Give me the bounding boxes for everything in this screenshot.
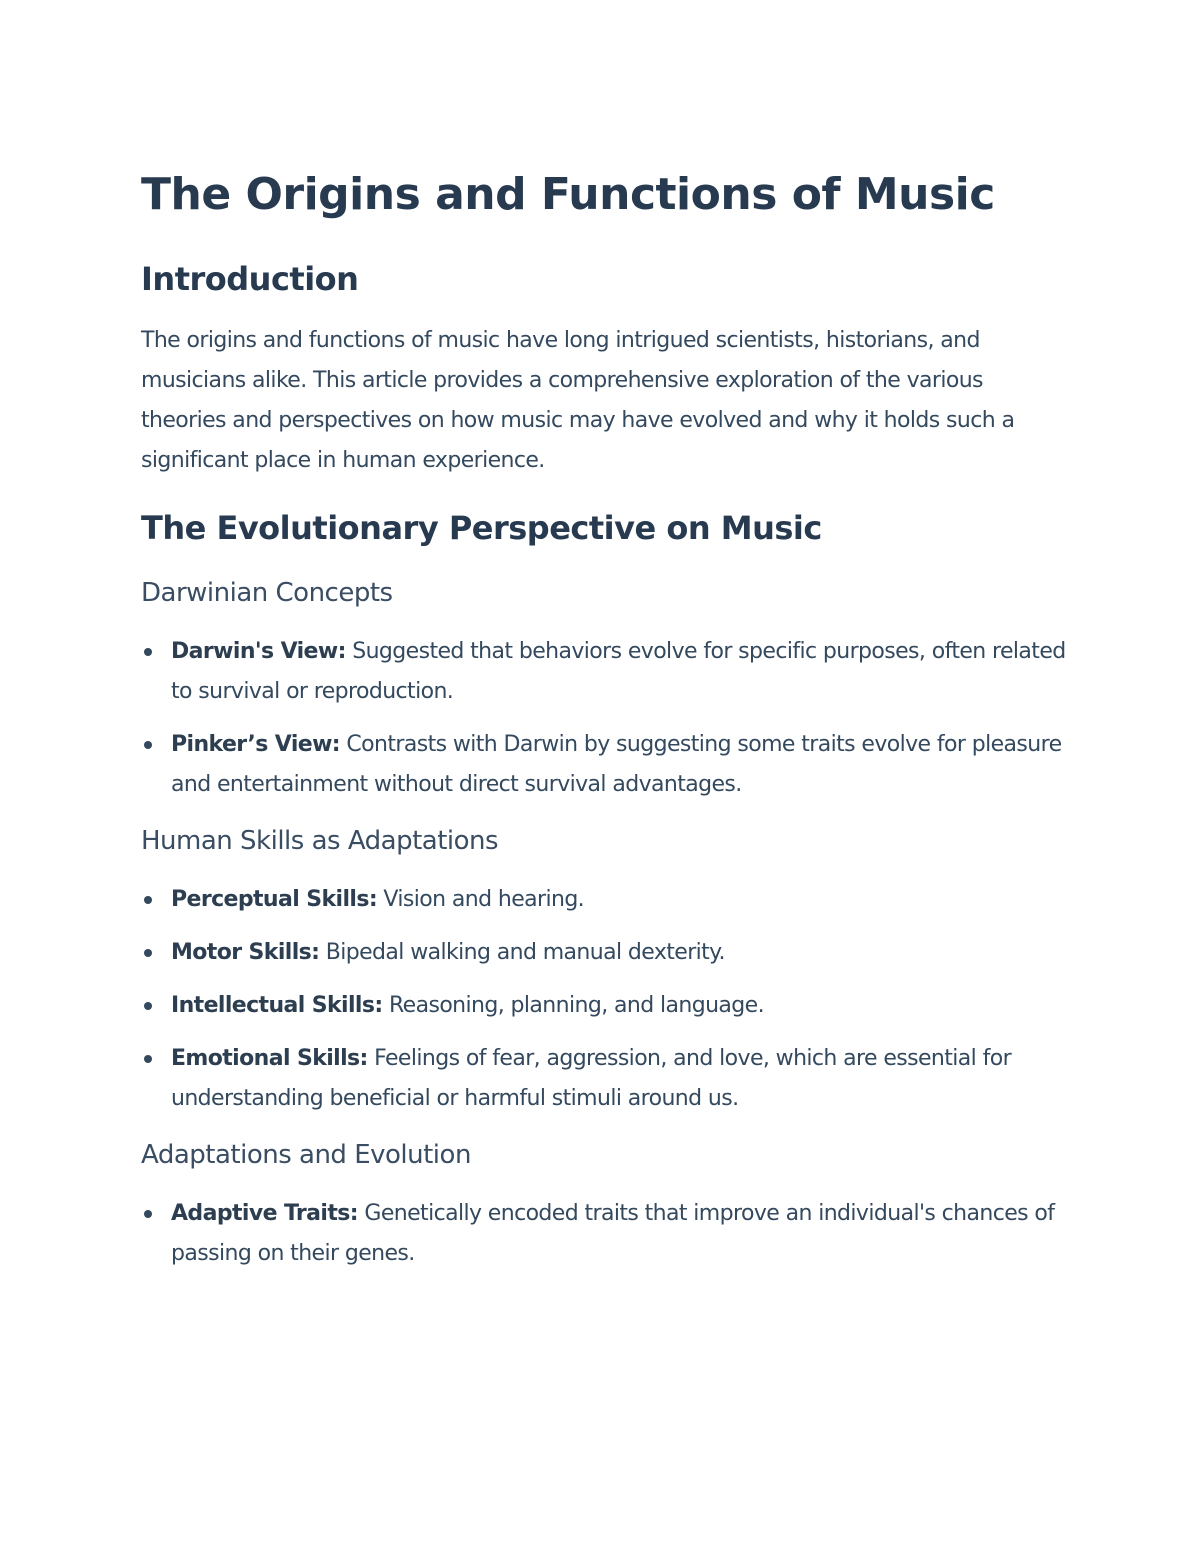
introduction-heading: Introduction <box>141 260 359 298</box>
human-skills-heading: Human Skills as Adaptations <box>141 826 499 856</box>
list-item-text: Genetically encoded traits that improve an individual's chances of passing on their genes. <box>171 1201 1055 1266</box>
document-page <box>141 160 1071 1274</box>
list-item-term: Perceptual Skills: <box>171 887 378 912</box>
list-item-term: Adaptive Traits: <box>171 1201 358 1226</box>
bullet-icon <box>144 1002 152 1010</box>
list-item <box>141 1039 1071 1119</box>
bullet-icon <box>144 949 152 957</box>
introduction-paragraph: The origins and functions of music have long intrigued scientists, historians, and musicians alike. This article provides a comprehensive exploration of the various theories and perspectives on how music may have evolved and why it holds such a significant place in human experience. <box>141 328 1015 473</box>
list-item-term: Darwin's View: <box>171 639 346 664</box>
bullet-icon <box>144 896 152 904</box>
list-item-text: Reasoning, planning, and language. <box>382 993 764 1018</box>
bullet-icon <box>144 648 152 656</box>
darwinian-concepts-list <box>141 632 1071 805</box>
darwinian-concepts-heading: Darwinian Concepts <box>141 578 393 608</box>
evolutionary-perspective-heading: The Evolutionary Perspective on Music <box>141 509 822 547</box>
adaptations-evolution-heading: Adaptations and Evolution <box>141 1140 471 1170</box>
bullet-icon <box>144 1210 152 1218</box>
list-item <box>141 725 1071 805</box>
list-item <box>141 632 1071 712</box>
list-item <box>141 1194 1071 1274</box>
list-item-text: Vision and hearing. <box>377 887 585 912</box>
list-item <box>141 933 1071 973</box>
list-item-text: Contrasts with Darwin by suggesting some traits evolve for pleasure and entertainment without direct survival advantages. <box>171 732 1062 797</box>
list-item-text: Suggested that behaviors evolve for specific purposes, often related to survival or reproduction. <box>171 639 1066 704</box>
list-item <box>141 880 1071 920</box>
list-item-term: Emotional Skills: <box>171 1046 368 1071</box>
list-item-term: Motor Skills: <box>171 940 320 965</box>
list-item-text: Feelings of fear, aggression, and love, which are essential for understanding beneficial or harmful stimuli around us. <box>171 1046 1012 1111</box>
bullet-icon <box>144 741 152 749</box>
page-title: The Origins and Functions of Music <box>141 169 995 220</box>
list-item-term: Pinker’s View: <box>171 732 340 757</box>
list-item-term: Intellectual Skills: <box>171 993 383 1018</box>
list-item-text: Bipedal walking and manual dexterity. <box>319 940 725 965</box>
list-item <box>141 986 1071 1026</box>
human-skills-list <box>141 880 1071 1119</box>
bullet-icon <box>144 1055 152 1063</box>
adaptations-list <box>141 1194 1071 1274</box>
